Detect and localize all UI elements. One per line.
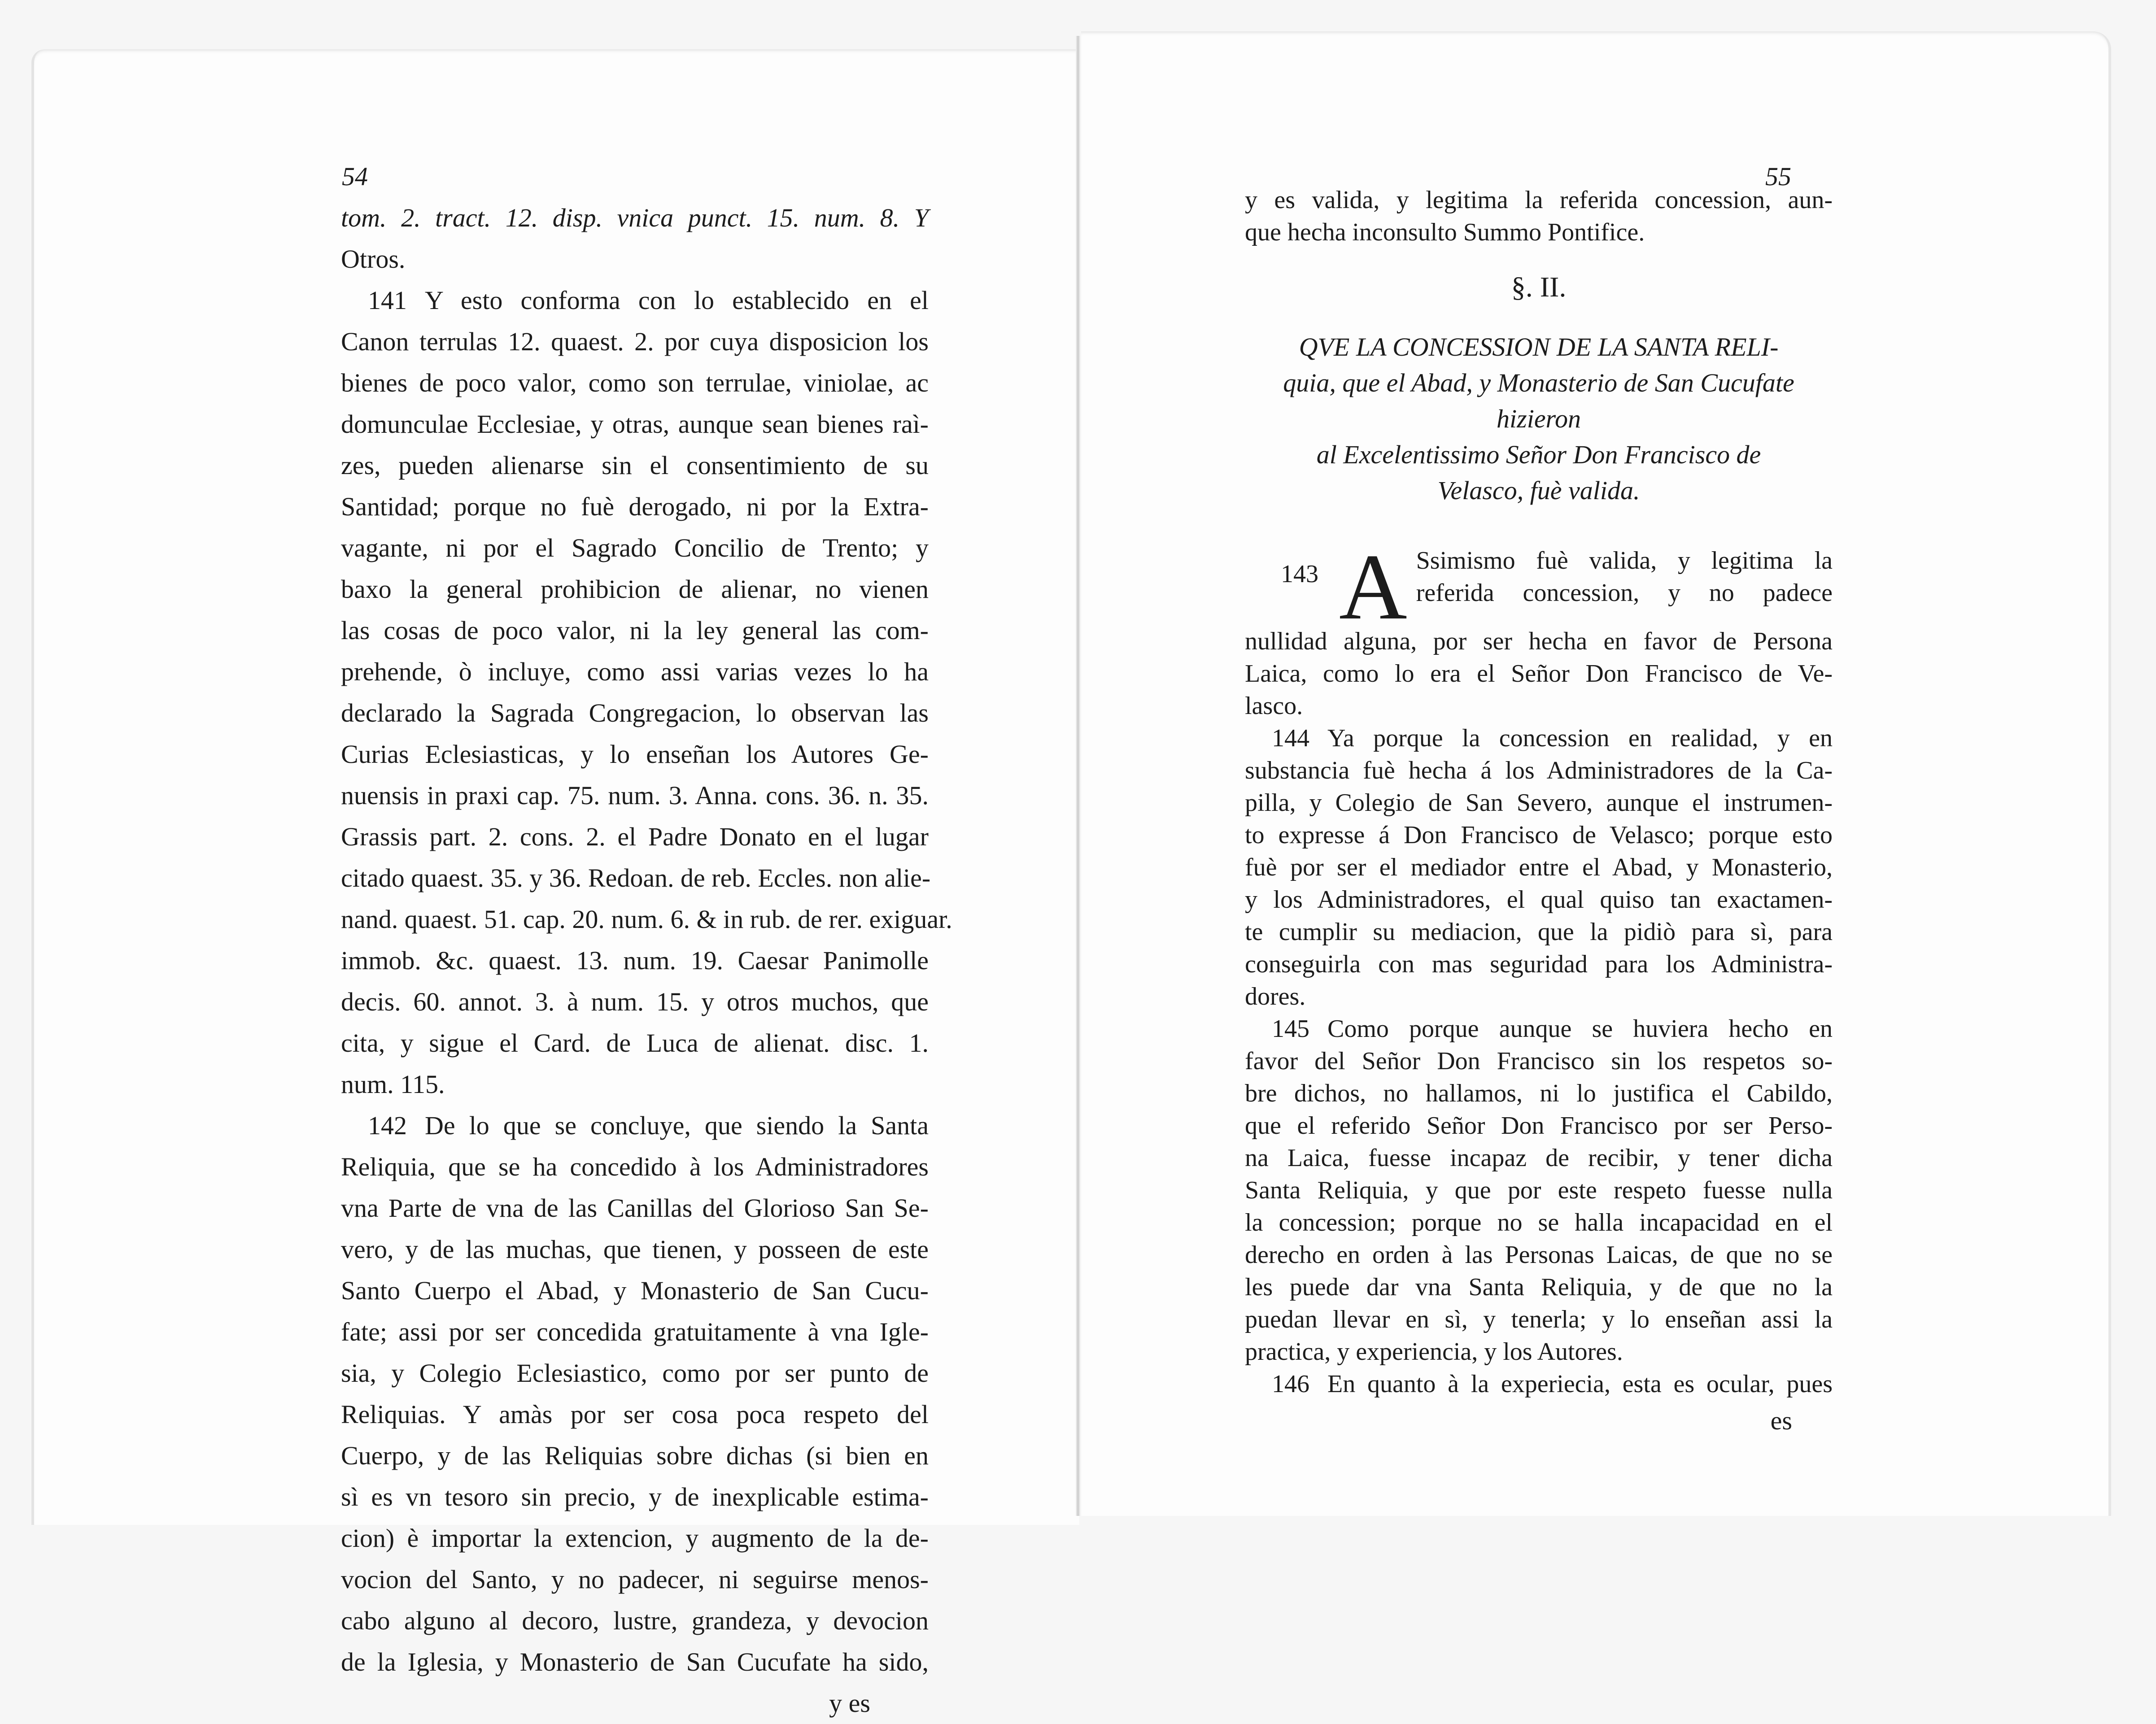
- text-line: pilla, y Colegio de San Severo, aunque el instrumen-: [1245, 789, 1833, 817]
- text-line: conseguirla con mas seguridad para los Administra-: [1245, 950, 1833, 978]
- paragraph-start-line: [1245, 1368, 1833, 1400]
- text-line: Ssimismo fuè valida, y legitima la: [1416, 547, 1833, 575]
- paragraph-start-line: [341, 1105, 929, 1146]
- heading-line-3: al Excelentissimo Señor Don Francisco de: [1316, 440, 1761, 469]
- heading-line-2: quia, que el Abad, y Monasterio de San Cucufate hizieron: [1283, 368, 1794, 433]
- section-heading: [1245, 329, 1833, 509]
- paragraph-number: 144: [1272, 724, 1309, 752]
- paragraph-start-line: [1245, 1013, 1833, 1045]
- paragraph-start-line: [341, 280, 929, 321]
- text-line: y es valida, y legitima la referida concession, aun-: [1245, 186, 1833, 214]
- text-line: declarado la Sagrada Congregacion, lo observan las: [341, 698, 929, 727]
- line-text: Y esto conforma con lo establecido en el: [425, 286, 929, 315]
- line-text: En quanto à la experiecia, esta es ocular, pues: [1327, 1370, 1833, 1398]
- heading-line-4: Velasco, fuè valida.: [1437, 476, 1640, 505]
- text-line: Grassis part. 2. cons. 2. el Padre Donato en el lugar: [341, 822, 929, 851]
- text-line: la concession; porque no se halla incapacidad en el: [1245, 1209, 1833, 1236]
- text-line: na Laica, fuesse incapaz de recibir, y tener dicha: [1245, 1144, 1833, 1172]
- right-body-lines: [1245, 722, 1833, 1400]
- text-line: citado quaest. 35. y 36. Redoan. de reb. Eccles. non alie-: [341, 863, 931, 892]
- page-number-left: 54: [342, 162, 368, 191]
- text-line: derecho en orden à las Personas Laicas, de que no se: [1245, 1241, 1833, 1269]
- text-line: fate; assi por ser concedida gratuitamente à vna Igle-: [341, 1317, 929, 1346]
- paragraph-number: 145: [1272, 1015, 1309, 1043]
- text-line: Otros.: [341, 244, 406, 274]
- text-line: bre dichos, no hallamos, ni lo justifica el Cabildo,: [1245, 1080, 1833, 1107]
- text-line: y los Administradores, el qual quiso tan exactamen-: [1245, 886, 1833, 914]
- text-line: te cumplir su mediacion, que la pidiò para sì, para: [1245, 918, 1833, 946]
- heading-line-1: QVE LA CONCESSION DE LA SANTA RELI-: [1299, 332, 1779, 361]
- text-line: Santidad; porque no fuè derogado, ni por la Extra-: [341, 492, 929, 521]
- book-gutter: [1076, 36, 1080, 1516]
- text-line: vocion del Santo, y no padecer, ni seguirse menos-: [341, 1565, 929, 1594]
- text-line: Reliquias. Y amàs por ser cosa poca respeto del: [341, 1400, 929, 1429]
- text-line: que hecha inconsulto Summo Pontifice.: [1245, 218, 1645, 246]
- text-line: substancia fuè hecha á los Administradores de la Ca-: [1245, 757, 1833, 784]
- paragraph-number: 146: [1272, 1370, 1309, 1398]
- paragraph-number-143: 143: [1281, 560, 1318, 588]
- text-line: to expresse á Don Francisco de Velasco; porque esto: [1245, 821, 1833, 849]
- text-line: prehende, ò incluye, como assi varias vezes lo ha: [341, 657, 929, 686]
- page-number-right: 55: [1765, 162, 1791, 191]
- paragraph-number: 141: [368, 286, 407, 315]
- drop-cap: A: [1339, 535, 1407, 639]
- text-line: Laica, como lo era el Señor Don Francisco de Ve-: [1245, 660, 1833, 688]
- text-line: immob. &c. quaest. 13. num. 19. Caesar Panimolle: [341, 946, 929, 975]
- text-line: Canon terrulas 12. quaest. 2. por cuya disposicion los: [341, 327, 929, 356]
- text-line: fuè por ser el mediador entre el Abad, y Monasterio,: [1245, 853, 1833, 881]
- text-line: Cuerpo, y de las Reliquias sobre dichas (si bien en: [341, 1441, 929, 1470]
- text-line: les puede dar vna Santa Reliquia, y de que no la: [1245, 1273, 1833, 1301]
- line-text: Ya porque la concession en realidad, y en: [1327, 724, 1833, 752]
- text-line: num. 115.: [341, 1070, 445, 1099]
- text-line: Curias Eclesiasticas, y lo enseñan los Autores Ge-: [341, 740, 929, 769]
- text-line: sia, y Colegio Eclesiastico, como por ser punto de: [341, 1358, 929, 1388]
- line-text: Como porque aunque se huviera hecho en: [1327, 1015, 1833, 1043]
- text-line: nuensis in praxi cap. 75. num. 3. Anna. cons. 36. n. 35.: [341, 781, 929, 810]
- text-line: decis. 60. annot. 3. à num. 15. y otros muchos, que: [341, 987, 929, 1016]
- text-line: puedan llevar en sì, y tenerla; y lo enseñan assi la: [1245, 1306, 1833, 1333]
- catchword-right: es: [1770, 1406, 1792, 1435]
- section-mark: §. II.: [1511, 271, 1567, 303]
- text-line: cabo alguno al decoro, lustre, grandeza, y devocion: [341, 1606, 929, 1635]
- text-line: sì es vn tesoro sin precio, y de inexplicable estima-: [341, 1482, 929, 1511]
- text-line: cita, y sigue el Card. de Luca de alienat. disc. 1.: [341, 1028, 929, 1058]
- text-line: de la Iglesia, y Monasterio de San Cucufate ha sido,: [341, 1647, 929, 1676]
- text-line: vero, y de las muchas, que tienen, y posseen de este: [341, 1235, 929, 1264]
- text-line: vagante, ni por el Sagrado Concilio de Trento; y: [341, 533, 929, 562]
- text-line: tom. 2. tract. 12. disp. vnica punct. 15. num. 8. Y: [341, 203, 929, 232]
- left-text-lines: [341, 197, 952, 1683]
- text-line: nullidad alguna, por ser hecha en favor de Persona: [1245, 627, 1833, 655]
- text-line: que el referido Señor Don Francisco por ser Perso-: [1245, 1112, 1833, 1140]
- text-line: baxo la general prohibicion de alienar, no vienen: [341, 575, 929, 604]
- text-line: lasco.: [1245, 692, 1303, 720]
- text-line: zes, pueden alienarse sin el consentimiento de su: [341, 451, 929, 480]
- line-text: De lo que se concluye, que siendo la Santa: [425, 1111, 929, 1140]
- paragraph-start-line: [1245, 722, 1833, 754]
- text-line: referida concession, y no padece: [1416, 579, 1833, 607]
- text-line: Santo Cuerpo el Abad, y Monasterio de San Cucu-: [341, 1276, 929, 1305]
- text-line: bienes de poco valor, como son terrulae, viniolae, ac: [341, 368, 929, 397]
- text-line: domunculae Ecclesiae, y otras, aunque sean bienes raì-: [341, 409, 929, 439]
- right-page-text: [1245, 184, 1833, 1441]
- text-line: Reliquia, que se ha concedido à los Administradores: [341, 1152, 929, 1181]
- text-line: Santa Reliquia, y que por este respeto fuesse nulla: [1245, 1176, 1833, 1204]
- text-line: favor del Señor Don Francisco sin los respetos so-: [1245, 1047, 1833, 1075]
- text-line: dores.: [1245, 983, 1306, 1010]
- text-line: vna Parte de vna de las Canillas del Glorioso San Se-: [341, 1193, 929, 1223]
- text-line: cion) è importar la extencion, y augmento de la de-: [341, 1524, 929, 1553]
- left-page-text: [341, 197, 952, 1724]
- text-line: las cosas de poco valor, ni la ley general las com-: [341, 616, 929, 645]
- text-line: nand. quaest. 51. cap. 20. num. 6. & in rub. de rer. exiguar.: [341, 905, 952, 934]
- text-line: practica, y experiencia, y los Autores.: [1245, 1338, 1623, 1366]
- paragraph-number: 142: [368, 1111, 407, 1140]
- right-opening-lines: [1245, 184, 1833, 248]
- catchword-left: y es: [829, 1689, 870, 1718]
- paragraph-143: [1245, 527, 1833, 722]
